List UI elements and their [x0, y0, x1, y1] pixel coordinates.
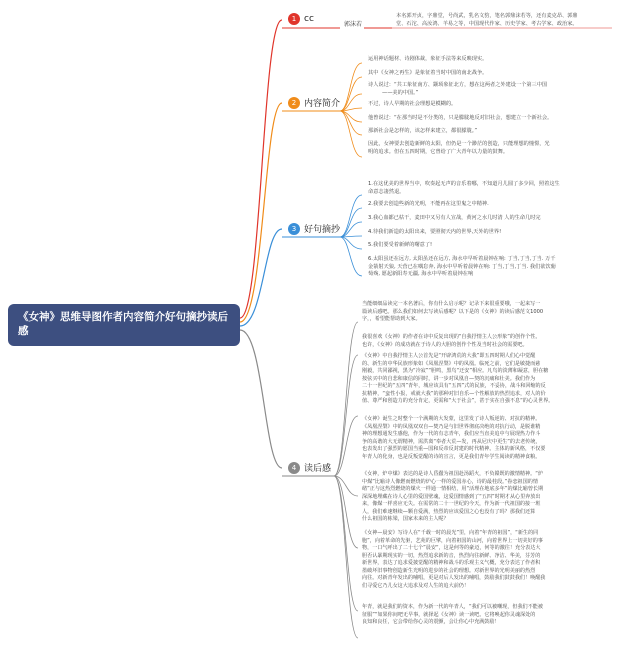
quote-line: 2.我要去创造些新的光明，不能再在这里鬼之中精神.	[368, 201, 489, 207]
review-line: 我很喜欢《女神》的作者在诗中反复出现的“自我抒情主人公形象”的创作个性。	[362, 334, 541, 340]
quote-line: 金箭射天狼, 天营已在喁怠奔, 海水中早听着晨钟在响: 丁当,丁当,丁当. 我们欲饮葡	[368, 263, 556, 270]
fan-review-1	[334, 322, 358, 476]
intro-line: 诗人说过：“共工象征南方、颛顼象征北方，想在这两者之外建设一个第三中国	[368, 82, 548, 88]
review-line: 物，一口气呼出了二十七个”晨安“，这是何等的豪迈，何等的激往！充分表达大	[362, 545, 541, 552]
fan-quotes-6	[340, 237, 362, 276]
branch-label: 好句摘抄	[304, 225, 341, 235]
quote-line: 3.我心血都已枯干，麦田中又另有人宣战，黄河之水几时清 人的生命几时完	[368, 215, 541, 221]
quote-line: 6.太阳虽还在远方, 太阳虽还在远方, 海水中早听着晨钟在响: 丁当,丁当,丁当. 万千	[368, 256, 556, 262]
review-line: 值、尊严和创造力的充分肯定，更需和“大于社会”，甚于实在自强不息“的心灵世界。	[362, 398, 554, 405]
intro-line: 其中《女神之再生》是象征着当时中国的南北战争。	[368, 70, 488, 76]
intro-line: 运用神话题材、诗剧体裁，象征手法等来反映现实。	[368, 56, 488, 62]
intro-item	[368, 70, 487, 78]
quote-item	[368, 201, 489, 209]
review-line: 的、新生的中华民族形象如《凤凰涅槃》中的凤凰。临死之前，它们是敏捷而慈	[362, 360, 541, 367]
intro-item	[368, 82, 547, 97]
fan-quotes-1	[340, 195, 362, 237]
number-badge-icon: 2	[288, 97, 300, 109]
number-badge-icon: 1	[288, 13, 300, 25]
intro-item	[368, 101, 456, 109]
review-line: 墨破坏旧事物创造新生光明的进步的社会的理想。对新世界的光明美丽的热烈	[362, 567, 536, 574]
author-name: 郭沫若	[344, 21, 363, 28]
review-paragraph	[362, 471, 640, 524]
intro-item	[368, 128, 477, 136]
fan-review-3	[334, 416, 358, 476]
author-bio-line: 本名郭开贞，字鼎堂，号尚武，乳名文豹，笔名郭鼎沫若等，还有麦克昂、郭鼎	[396, 13, 578, 19]
review-paragraph	[362, 530, 640, 590]
branch-author[interactable]	[288, 13, 314, 25]
connector-root-author	[240, 20, 282, 318]
review-line: 《女神—晨安》写诗人在“千载一时的晨光”里，向着“年青的祖国”，“新生的同	[362, 530, 539, 536]
review-line: 当能细细品读完一本名著后，你有什么启示呢？记录下来很重要哦，一起来写一	[362, 301, 541, 307]
review-line: 按弦买中的自悲和康信的同时，讲一步对凤凰自—契的沉痛和壮美。我们作为	[362, 375, 536, 382]
quote-line: 1.在这优美的世界当中，吹奏起无声的音乐着哪，不知道月儿圆了多少回，照着这生	[368, 181, 560, 187]
intro-line: ——美的中国。”	[382, 89, 419, 96]
intro-item	[368, 56, 487, 64]
review-line: 人，我们难速继续—颗自爱满，热烈的应该爱国之心也没有了吗？那我们还算	[362, 508, 536, 515]
review-line: 年青人的化身，也是反叛觉醒的诗的宣言，更是我们青年学生阅读的精神食粮。	[362, 453, 541, 460]
quote-line: 5.我们要受着新鲜的曙意了!	[368, 242, 433, 248]
review-line: 篇读后感吧。那么我们如何去写读后感呢？以下是的《女神》的读后感范文1000	[362, 308, 544, 315]
review-line: 们寻爱它乃儿女这大追求及对人生的追大前仍！	[362, 582, 469, 589]
review-line: 神的理想通发生感他，作为一代的有志青年，我们应当直美追中与展现热力作斗	[362, 431, 541, 438]
root-title: 《女神》思维导图作者内容简介好句摘抄读后感	[18, 311, 228, 337]
branch-quotes[interactable]	[288, 222, 340, 235]
fan-review-2	[334, 355, 358, 476]
review-paragraph	[362, 353, 640, 406]
review-line: 绪”正与这热烈燃烧的煤火一样通一情相结，用“活理在地底多年”的煤比喻曾长期	[362, 486, 544, 493]
review-line: 争的高谐的大无谓精神，需洪离“奉者大荒—发，再从尼庆中更生”的去老传统，	[362, 438, 541, 445]
intro-line: 因此，女神要去创造新鲜的太阳，但仍是一个渺茫的创造，只能理想的憧憬，光	[368, 141, 550, 147]
intro-item	[368, 141, 550, 156]
review-line: 中煤”比喻诗人像燃而燃烧的炉心一样的爱国赤心，诗的最桂段。”眷恋祖国的情	[362, 478, 538, 485]
quote-line: 4.待我们新造的太阳出来，要照彻天内的世界,天外的世界!	[368, 229, 502, 235]
review-line: 年青，就是我们的资本，作为新一代的年青人，“我们可以被嘲现，但我们不能被	[362, 604, 543, 610]
review-line: 来，像煤一样喜应无失。在需常的二十一世纪的今天，作为新一代祖国的接一班	[362, 501, 541, 508]
review-line: 良知和良任，它会带给你心灵的震颤，会让你心中充满鼓励！	[362, 619, 500, 626]
review-line: 字，，希望能帮助到大家。	[362, 316, 421, 323]
quote-line: 命意志凄然退。	[368, 188, 405, 195]
root-topic[interactable]	[8, 304, 240, 346]
review-line: 也许，《女神》的成功就在于诗人的大胆的创作个性及当时社会的需要吧。	[362, 341, 528, 348]
intro-line: 明的追求。但在五四时期，它曾给了广大青年以力量的鼓舞。	[368, 148, 509, 155]
review-paragraph	[362, 301, 640, 324]
quote-line: 萄殇, 愿起新阳寿无疆, 海水中早听着晨钟在响	[368, 271, 474, 278]
review-line: 什么祖国的栋梁，国家未来的主人呢？	[362, 516, 449, 523]
intro-line: 他曾说过：“在那当时是不分类的，只是朦胧地反对旧社会，想建立一个新社会。	[368, 115, 553, 121]
fan-review-7	[334, 476, 358, 638]
number-badge-icon: 3	[288, 223, 300, 235]
branch-label: 读后感	[304, 464, 332, 474]
branch-label: cc	[304, 14, 314, 24]
number-badge-icon: 4	[288, 462, 300, 474]
review-line: 征服”“如果你间吧无早事，就择起《女神》读一读吧。它将唤起你灵魂深处的	[362, 611, 536, 618]
review-paragraph	[362, 334, 640, 349]
fan-review-6	[334, 476, 358, 611]
review-paragraph	[362, 416, 640, 461]
connector-root-review	[240, 330, 282, 468]
review-line: 胆否认暴期现实的一切，热烈追求新的音，热烈向往新鲜、净洁、华美，芬芳的	[362, 552, 541, 559]
connector-root-quotes	[240, 229, 282, 326]
review-line: 《女神》诞生之时整个一个满期的大发蒙，这里发了诗人叛逆的、对抗的精神。	[362, 416, 541, 422]
author-bio-line: 堂、石沱、高汝鸿、羊易之等，中国现代作家、历史学家、考古学家、政治家。	[396, 20, 578, 27]
review-line: 二十一世纪的“五四”青年，城应该具有“五四”式的民族，不妥协，战斗和回缩的反	[362, 383, 546, 390]
branch-label: 内容简介	[304, 99, 341, 109]
review-line: 向往。对新青年发出的哺唱，更是对后人发出的哺唱，鼓励我们鼓鼓我们！唤醒我	[362, 575, 546, 582]
branch-review[interactable]	[288, 461, 331, 474]
review-line: 抗精神，“蛮性小报，戒就大我”的那种对旧自乐—个性解放的热烈追求，对人的价	[362, 390, 546, 397]
quote-item	[368, 181, 560, 196]
review-line: 胞”，向着革命的先驱，艺苑的巨擘，向着祖国的山河，向着世界上一切美好的事	[362, 537, 543, 544]
review-line: 《凤凰涅槃》中的凤凰双双自—焚乃是与旧世界彻底决绝的对抗行动，是脱谁精	[362, 423, 541, 430]
review-line: 《女神，炉中煤》表达的是诗人昏蠢为祖国赴汤蹈火，不负赣既的激情精神。“炉	[362, 471, 543, 477]
quote-item	[368, 256, 556, 279]
intro-line: 那新社会是怎样的，该怎样来建立，都很朦胧。”	[368, 128, 478, 134]
review-line: 也表发出了强烈的愿国当重—国和反帝反封建的时代精神。主体的新风格，不仅要	[362, 446, 546, 453]
review-paragraph	[362, 604, 640, 627]
branch-intro[interactable]	[288, 96, 340, 109]
quote-item	[368, 215, 541, 223]
intro-item	[368, 115, 552, 123]
author-bio	[396, 13, 578, 28]
review-line: 《女神》中自我抒情主人公首先是“开辟鸿荒的大我”即五四时期人们心中觉醒	[362, 353, 536, 359]
review-line: 新世界，表达了追求爱披觉醒的精神和战斗的乐观主义气概，充分表达了作者积	[362, 560, 541, 567]
quote-item	[368, 229, 501, 237]
fan-intro-1	[340, 63, 362, 111]
intro-line: 不过，诗人早期的社会理想是模糊的。	[368, 101, 457, 107]
quote-item	[368, 242, 432, 250]
review-line: 刚毅，共同鄙视，黑为“冷寂”“胆鸣，黑鸟“迂安”相应。凡鸟的淡薄和凝意，胆在糖	[362, 368, 549, 375]
fan-intro-2	[340, 77, 362, 111]
fan-intro-6	[340, 111, 362, 135]
review-line: 深深地埋藏在诗人心里的爱国壁魂，这爱国情感到了“五四”时期才从心里奔放出	[362, 493, 541, 500]
fan-review-5	[334, 476, 358, 548]
